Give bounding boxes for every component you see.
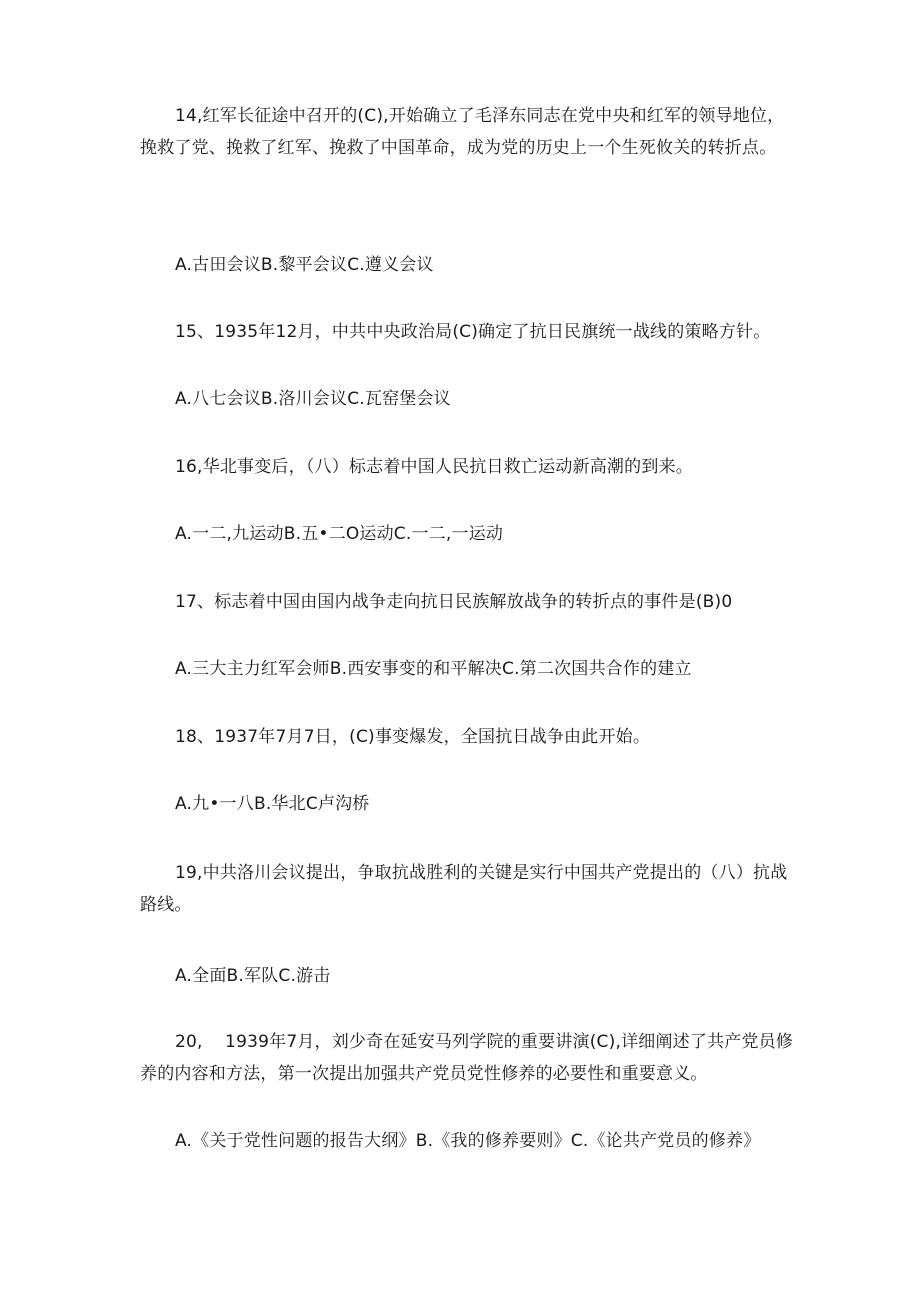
question-14-stem: 14,红军长征途中召开的(C),开始确立了毛泽东同志在党中央和红军的领导地位，挽救了党、挽救了红军、挽救了中国革命，成为党的历史上一个生死攸关的转折点。 <box>140 106 785 158</box>
question-20-stem: 20, 1939年7月，刘少奇在延安马列学院的重要讲演(C),详细阐述了共产党员修养的内容和方法，第一次提出加强共产党员党性修养的必要性和重要意义。 <box>140 1032 794 1084</box>
question-18-stem: 18、1937年7月7日，(C)事变爆发，全国抗日战争由此开始。 <box>175 727 651 747</box>
question-16-options: A.一二,九运动B.五•二O运动C.一二,一运动 <box>175 524 504 544</box>
question-15-options: A.八七会议B.洛川会议C.瓦窑堡会议 <box>175 389 451 409</box>
question-19-options: A.全面B.军队C.游击 <box>175 966 331 986</box>
question-19-stem: 19,中共洛川会议提出，争取抗战胜利的关键是实行中国共产党提出的（八）抗战路线。 <box>140 863 788 915</box>
question-17-options: A.三大主力红军会师B.西安事变的和平解决C.第二次国共合作的建立 <box>175 659 692 679</box>
question-17-stem: 17、标志着中国由国内战争走向抗日民族解放战争的转折点的事件是(B)0 <box>175 592 733 612</box>
question-14-options: A.古田会议B.黎平会议C.遵义会议 <box>175 255 434 275</box>
question-15-stem: 15、1935年12月，中共中央政治局(C)确定了抗日民旗统一战线的策略方针。 <box>175 322 771 342</box>
question-16-stem: 16,华北事变后，（八）标志着中国人民抗日救亡运动新高潮的到来。 <box>175 457 693 477</box>
question-18-options: A.九•一八B.华北C卢沟桥 <box>175 794 370 814</box>
question-20-options: A.《关于党性问题的报告大纲》B.《我的修养要则》C.《论共产党员的修养》 <box>175 1131 761 1151</box>
